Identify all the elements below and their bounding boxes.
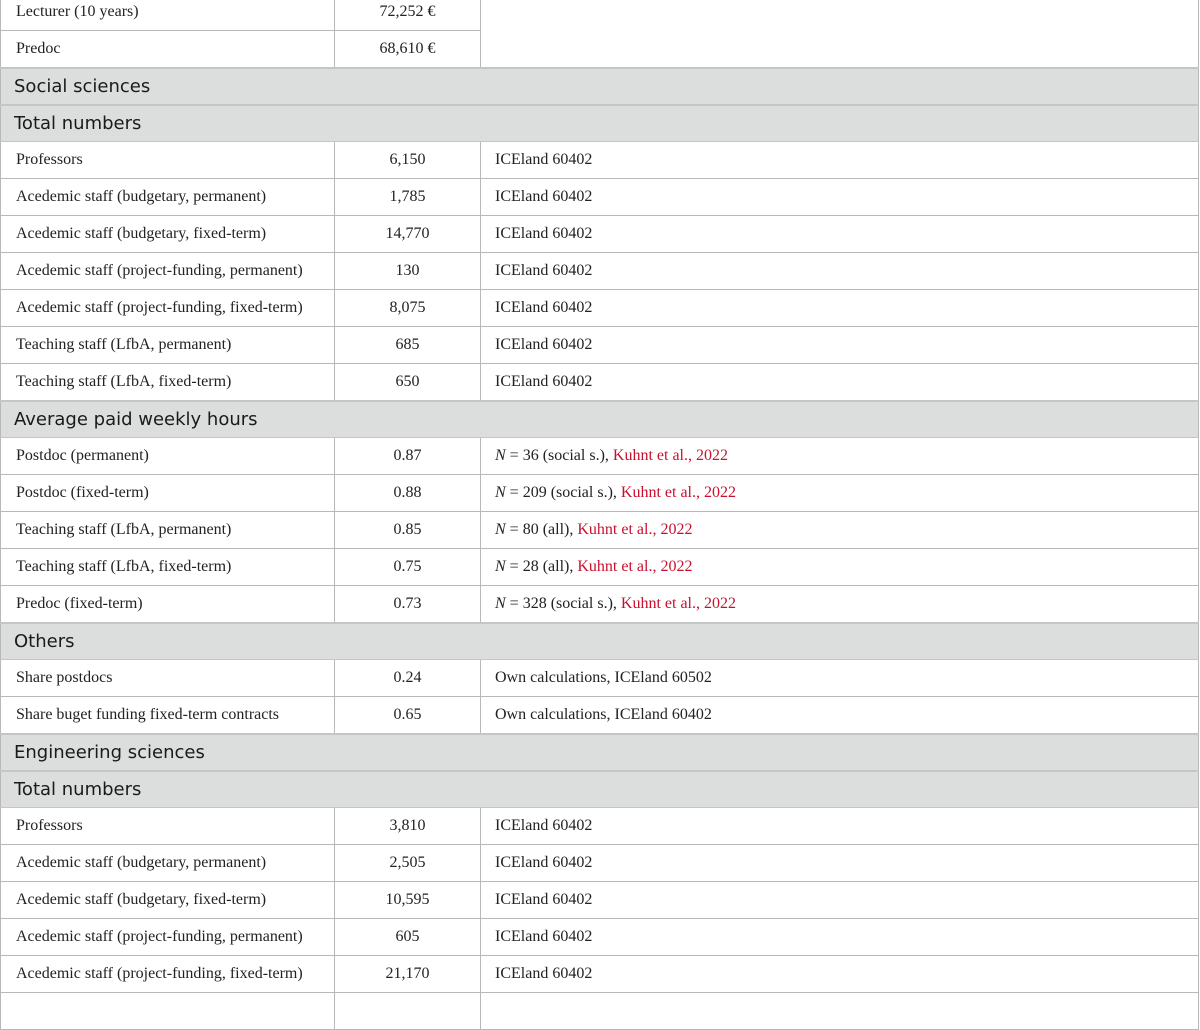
table-row: [1, 364, 1199, 402]
table-row: [1, 216, 1199, 253]
row-label: Acedemic staff (budgetary, permanent): [1, 179, 335, 216]
row-label: Acedemic staff (budgetary, fixed-term): [1, 216, 335, 253]
row-source: ICEland 60402: [481, 919, 1199, 956]
row-label: Predoc (fixed-term): [1, 586, 335, 624]
table-row: [1, 253, 1199, 290]
row-source: ICEland 60402: [481, 253, 1199, 290]
row-value: 0.85: [335, 512, 481, 549]
row-source: [481, 586, 1199, 624]
row-label: Teaching staff (LfbA, permanent): [1, 327, 335, 364]
row-source: ICEland 60402: [481, 364, 1199, 402]
row-value: 685: [335, 327, 481, 364]
citation-link[interactable]: Kuhnt et al., 2022: [620, 484, 736, 501]
section-title: Social sciences: [1, 68, 1199, 105]
row-label: Acedemic staff (project-funding, fixed-term): [1, 956, 335, 993]
table-row: [1, 142, 1199, 179]
row-value: 130: [335, 253, 481, 290]
row-source: [481, 549, 1199, 586]
subsection-title: Total numbers: [1, 771, 1199, 808]
row-value: 650: [335, 364, 481, 402]
row-source: ICEland 60402: [481, 956, 1199, 993]
subsection-title: Total numbers: [1, 105, 1199, 142]
table-row: [1, 438, 1199, 475]
sample-size-text: = 80 (all),: [505, 521, 578, 538]
row-source: ICEland 60402: [481, 179, 1199, 216]
row-source: [481, 475, 1199, 512]
row-source: ICEland 60402: [481, 882, 1199, 919]
row-label: Professors: [1, 142, 335, 179]
row-label: Share buget funding fixed-term contracts: [1, 697, 335, 735]
row-label: Acedemic staff (project-funding, fixed-term): [1, 290, 335, 327]
sample-size-label: N: [495, 447, 506, 464]
subsection-header-others: [1, 623, 1199, 660]
section-header-social-sciences: [1, 68, 1199, 105]
row-source: ICEland 60402: [481, 808, 1199, 845]
row-label: Predoc: [1, 31, 335, 69]
row-source: [481, 512, 1199, 549]
row-label: Acedemic staff (budgetary, permanent): [1, 845, 335, 882]
row-value: 6,150: [335, 142, 481, 179]
table-row: [1, 586, 1199, 624]
row-value: 0.65: [335, 697, 481, 735]
empty-cell: [481, 0, 1199, 68]
table-row: [1, 327, 1199, 364]
row-label: Teaching staff (LfbA, fixed-term): [1, 549, 335, 586]
row-label: Teaching staff (LfbA, permanent): [1, 512, 335, 549]
sample-size-text: = 209 (social s.),: [505, 484, 621, 501]
row-value: 0.75: [335, 549, 481, 586]
row-value: 68,610 €: [335, 31, 481, 69]
row-source: ICEland 60402: [481, 216, 1199, 253]
table-row: [1, 697, 1199, 735]
section-header-engineering-sciences: [1, 734, 1199, 771]
row-value: 2,505: [335, 845, 481, 882]
row-value: 0.24: [335, 660, 481, 697]
row-value: 21,170: [335, 956, 481, 993]
subsection-header-weekly-hours: [1, 401, 1199, 438]
row-label: Acedemic staff (project-funding, permanent): [1, 919, 335, 956]
sample-size-text: = 28 (all),: [505, 558, 578, 575]
row-source: ICEland 60402: [481, 290, 1199, 327]
row-label: Lecturer (10 years): [1, 0, 335, 31]
table-row: [1, 512, 1199, 549]
subsection-title: Average paid weekly hours: [1, 401, 1199, 438]
table-row: [1, 475, 1199, 512]
row-value: 14,770: [335, 216, 481, 253]
table-row: [1, 179, 1199, 216]
row-label: Postdoc (fixed-term): [1, 475, 335, 512]
table-row: [1, 290, 1199, 327]
citation-link[interactable]: Kuhnt et al., 2022: [577, 521, 693, 538]
citation-link[interactable]: Kuhnt et al., 2022: [620, 595, 736, 612]
citation-link[interactable]: Kuhnt et al., 2022: [612, 447, 728, 464]
sample-size-label: N: [495, 595, 506, 612]
row-value: 3,810: [335, 808, 481, 845]
row-value: 0.88: [335, 475, 481, 512]
subsection-title: Others: [1, 623, 1199, 660]
row-label: Postdoc (permanent): [1, 438, 335, 475]
row-value: 0.87: [335, 438, 481, 475]
sample-size-text: = 328 (social s.),: [505, 595, 621, 612]
row-label: Acedemic staff (project-funding, permanent): [1, 253, 335, 290]
table-row: [1, 0, 1199, 31]
row-value: 605: [335, 919, 481, 956]
table-row: [1, 845, 1199, 882]
row-value: 8,075: [335, 290, 481, 327]
row-value: 1,785: [335, 179, 481, 216]
row-value: 10,595: [335, 882, 481, 919]
subsection-header-total-numbers: [1, 771, 1199, 808]
table-row: [1, 549, 1199, 586]
row-source: ICEland 60402: [481, 327, 1199, 364]
row-label: Professors: [1, 808, 335, 845]
sample-size-label: N: [495, 558, 506, 575]
sample-size-text: = 36 (social s.),: [505, 447, 613, 464]
table-row: [1, 660, 1199, 697]
sample-size-label: N: [495, 484, 506, 501]
row-label: Share postdocs: [1, 660, 335, 697]
row-value: 72,252 €: [335, 0, 481, 31]
sample-size-label: N: [495, 521, 506, 538]
row-label: Acedemic staff (budgetary, fixed-term): [1, 882, 335, 919]
citation-link[interactable]: Kuhnt et al., 2022: [577, 558, 693, 575]
row-source: ICEland 60402: [481, 845, 1199, 882]
row-label: Teaching staff (LfbA, fixed-term): [1, 364, 335, 402]
table-row: [1, 808, 1199, 845]
row-value: 0.73: [335, 586, 481, 624]
row-source: Own calculations, ICEland 60502: [481, 660, 1199, 697]
table-row: [1, 882, 1199, 919]
table-row: [1, 956, 1199, 993]
row-source: ICEland 60402: [481, 142, 1199, 179]
row-source: Own calculations, ICEland 60402: [481, 697, 1199, 735]
table-row: [1, 919, 1199, 956]
row-source: [481, 438, 1199, 475]
subsection-header-total-numbers: [1, 105, 1199, 142]
section-title: Engineering sciences: [1, 734, 1199, 771]
